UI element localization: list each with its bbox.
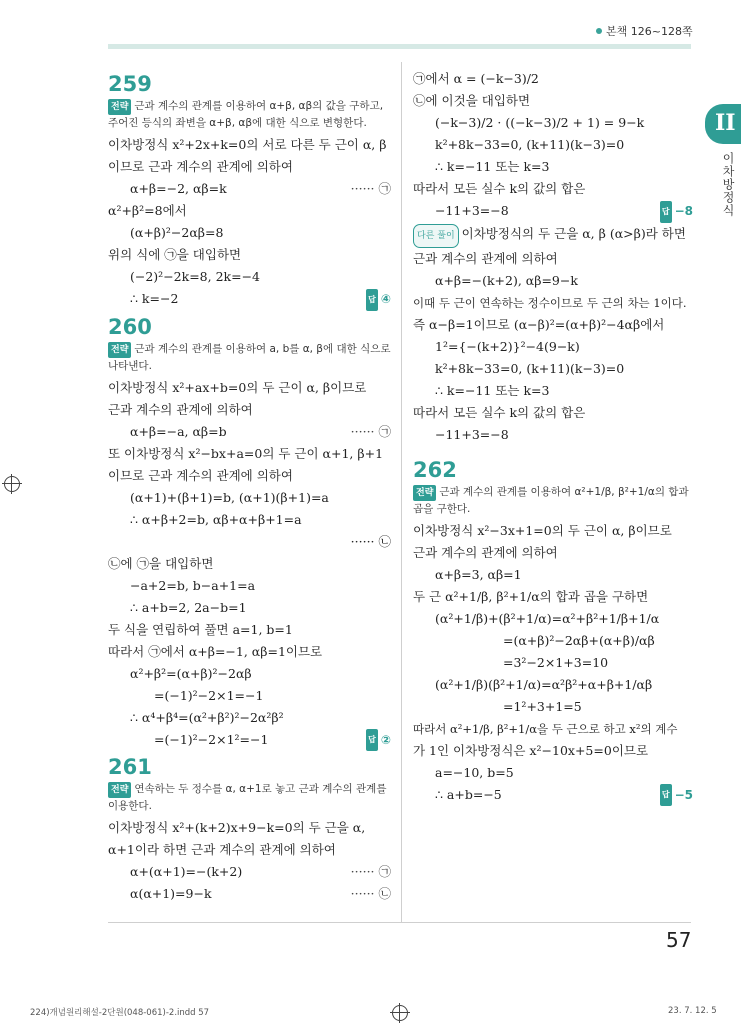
sol-line: 이므로 근과 계수의 관계에 의하여 <box>108 467 293 483</box>
sol-line: 1²={−(k+2)}²−4(9−k) <box>435 338 580 354</box>
sol-line: =(−1)²−2×1=−1 <box>154 687 264 703</box>
problem-259-number: 259 <box>108 72 152 96</box>
left-column <box>108 68 391 905</box>
sol-line: 이때 두 근이 연속하는 정수이므로 두 근의 차는 1이다. <box>413 295 687 310</box>
sol-line: ㉠에서 α = (−k−3)/2 <box>413 71 539 86</box>
sol-line: 이차방정식 x²+2x+k=0의 서로 다른 두 근이 α, β <box>108 137 387 152</box>
sol-line: −11+3=−8 답 −8 <box>413 200 693 223</box>
answer: 답 −8 <box>660 200 693 223</box>
sol-line: (α+β)²−2αβ=8 <box>130 225 224 240</box>
sol-line: α(α+1)=9−k ······ ㉡ <box>130 886 391 901</box>
sol-line: a=−10, b=5 <box>435 764 514 780</box>
strategy-text: 근과 계수의 관계를 이용하여 α+β, αβ의 값을 구하고, 주어진 등식의 좌변을 α+β, αβ에 대한 식으로 변형한다. <box>108 100 384 129</box>
sol-line: α+β=−a, αβ=b ······ ㉠ <box>130 423 391 439</box>
sol-line: 두 식을 연립하여 풀면 a=1, b=1 <box>108 621 293 637</box>
footer-date: 23. 7. 12. 5 <box>668 1006 717 1016</box>
sol-line: 가 1인 이차방정식은 x²−10x+5=0이므로 <box>413 742 649 758</box>
sol-line: 이차방정식 x²+ax+b=0의 두 근이 α, β이므로 <box>108 379 367 395</box>
sol-line: α+1이라 하면 근과 계수의 관계에 의하여 <box>108 842 336 857</box>
sol-line: 이므로 근과 계수의 관계에 의하여 <box>108 159 293 174</box>
answer: 답 ② <box>366 729 391 752</box>
sol-line: ∴ k=−11 또는 k=3 <box>435 382 550 398</box>
page-number: 57 <box>666 928 692 952</box>
sol-line: 근과 계수의 관계에 의하여 <box>108 401 253 417</box>
sol-line: 따라서 모든 실수 k의 값의 합은 <box>413 181 586 196</box>
problem-260-number: 260 <box>108 314 152 339</box>
sol-line: 따라서 ㉠에서 α+β=−1, αβ=1이므로 <box>108 643 323 659</box>
sol-line: 즉 α−β=1이므로 (α−β)²=(α+β)²−4αβ에서 <box>413 316 665 332</box>
header-page-ref: 본책 126~128쪽 <box>606 25 693 38</box>
answer: 답 −5 <box>660 784 693 807</box>
strategy-badge: 전략 <box>108 342 131 358</box>
sol-line: −11+3=−8 <box>435 426 509 442</box>
sol-line: α+β=−(k+2), αβ=9−k <box>435 272 578 288</box>
sol-line: α+β=−2, αβ=k ······ ㉠ <box>130 181 391 196</box>
sol-line: 따라서 α²+1/β, β²+1/α을 두 근으로 하고 x²의 계수 <box>413 721 678 736</box>
strategy-badge: 전략 <box>108 99 131 115</box>
sol-line: 따라서 모든 실수 k의 값의 합은 <box>413 404 586 420</box>
right-column <box>413 68 693 806</box>
sol-line: ∴ a+b=2, 2a−b=1 <box>130 599 247 615</box>
sol-line: 근과 계수의 관계에 의하여 <box>413 250 558 266</box>
sol-line: α²+β²=8에서 <box>108 203 187 218</box>
strategy-text: 근과 계수의 관계를 이용하여 α²+1/β, β²+1/α의 합과 곱을 구한다. <box>413 485 689 515</box>
sol-line: =3²−2×1+3=10 <box>503 654 609 670</box>
sol-line: 근과 계수의 관계에 의하여 <box>413 544 558 560</box>
answer: 답 ④ <box>366 288 391 311</box>
alt-solution-badge: 다른 풀이 <box>413 224 459 248</box>
sol-line: α²+β²=(α+β)²−2αβ <box>130 665 252 681</box>
column-divider <box>401 62 402 922</box>
strategy-badge: 전략 <box>413 485 436 501</box>
sol-line: 또 이차방정식 x²−bx+a=0의 두 근이 α+1, β+1 <box>108 445 384 461</box>
sol-line: k²+8k−33=0, (k+11)(k−3)=0 <box>435 137 625 152</box>
sol-line: (−2)²−2k=8, 2k=−4 <box>130 269 260 284</box>
registration-mark-icon <box>392 1005 408 1021</box>
sol-line: =(α+β)²−2αβ+(α+β)/αβ <box>503 632 655 648</box>
sol-line: 두 근 α²+1/β, β²+1/α의 합과 곱을 구하면 <box>413 588 649 604</box>
bottom-rule <box>108 922 691 923</box>
header-bar <box>108 44 691 49</box>
sol-line: k²+8k−33=0, (k+11)(k−3)=0 <box>435 360 625 376</box>
sol-line: (α²+1/β)(β²+1/α)=α²β²+α+β+1/αβ <box>435 676 653 692</box>
sol-line: −a+2=b, b−a+1=a <box>130 577 256 593</box>
strategy-badge: 전략 <box>108 782 131 798</box>
sol-line: =(−1)²−2×1²=−1 답 ② <box>108 729 391 752</box>
footer-file-info: 224)개념원리해설-2단원(048-061)-2.indd 57 <box>30 1008 210 1018</box>
sol-line: ∴ k=−2 답 ④ <box>108 288 391 311</box>
sol-line: 다른 풀이 이차방정식의 두 근을 α, β (α>β)라 하면 <box>413 223 693 248</box>
sol-line: ∴ k=−11 또는 k=3 <box>435 159 550 174</box>
strategy-text: 근과 계수의 관계를 이용하여 a, b를 α, β에 대한 식으로 나타낸다. <box>108 342 391 372</box>
strategy-text: 연속하는 두 정수를 α, α+1로 놓고 근과 계수의 관계를 이용한다. <box>108 783 387 812</box>
header-bullet <box>596 28 602 34</box>
problem-260-strategy <box>108 341 391 374</box>
sol-line: ㉡에 이것을 대입하면 <box>413 93 531 108</box>
sol-line: α+β=3, αβ=1 <box>435 566 522 582</box>
problem-261-strategy <box>108 781 391 814</box>
problem-262-strategy <box>413 484 693 517</box>
sol-line: 이차방정식 x²+(k+2)x+9−k=0의 두 근을 α, <box>108 820 366 835</box>
problem-261-number: 261 <box>108 755 152 779</box>
sol-line: ㉡에 ㉠을 대입하면 <box>108 555 214 571</box>
chapter-roman: II <box>715 110 736 136</box>
problem-259-strategy <box>108 98 391 131</box>
sol-line: ∴ α+β+2=b, αβ+α+β+1=a <box>130 511 302 527</box>
problem-262-number: 262 <box>413 457 457 482</box>
sol-line: =1²+3+1=5 <box>503 698 582 714</box>
sol-line: (−k−3)/2 · ((−k−3)/2 + 1) = 9−k <box>435 115 645 130</box>
registration-mark-icon <box>4 476 20 492</box>
sol-line: ∴ a+b=−5 답 −5 <box>413 784 693 807</box>
sol-line: ∴ α⁴+β⁴=(α²+β²)²−2α²β² <box>130 709 284 725</box>
sol-line: 위의 식에 ㉠을 대입하면 <box>108 247 242 262</box>
sol-line: (α²+1/β)+(β²+1/α)=α²+β²+1/β+1/α <box>435 610 660 626</box>
chapter-label: 이차방정식 <box>721 152 735 217</box>
sol-line: 이차방정식 x²−3x+1=0의 두 근이 α, β이므로 <box>413 522 672 538</box>
chapter-tab <box>705 104 741 144</box>
sol-line: (α+1)+(β+1)=b, (α+1)(β+1)=a <box>130 489 329 505</box>
sol-line: ······ ㉡ <box>350 533 391 549</box>
sol-line: α+(α+1)=−(k+2) ······ ㉠ <box>130 864 391 879</box>
